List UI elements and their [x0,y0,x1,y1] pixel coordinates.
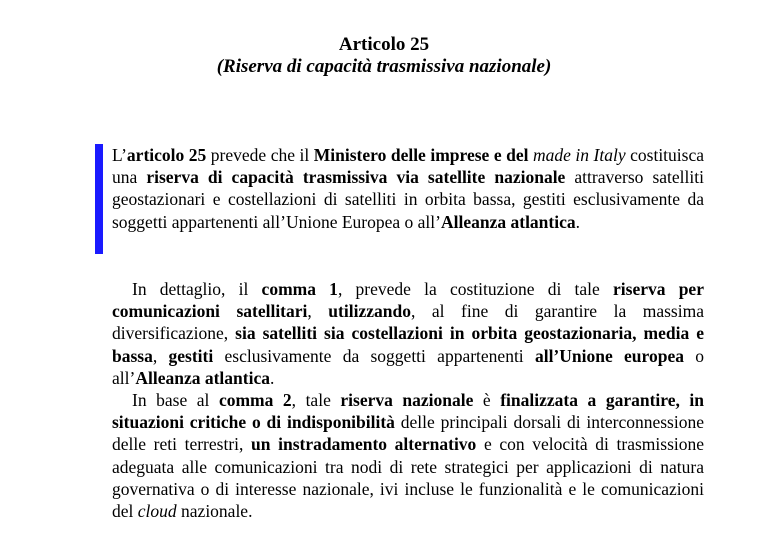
summary-text [112,144,704,233]
paragraph-1-text [112,278,704,389]
paragraph-1-run: all’Unione europea [534,345,684,366]
paragraph-2-run: è [473,390,501,410]
body-paragraph-comma-1 [112,278,704,389]
paragraph-1-run: esclusivamente da soggetti appartenenti [213,345,535,366]
summary-run: made in Italy [532,145,626,165]
paragraph-2-run: delle principali dorsali di interconnessione delle reti terrestri, [112,412,704,455]
summary-run: Ministero delle imprese e del [313,145,533,165]
body-paragraph-comma-2 [112,389,704,522]
paragraph-1-run: utilizzando [328,301,411,322]
paragraph-2-run: un instradamento alternativo [251,434,477,455]
summary-run: costituisca una [112,145,704,188]
paragraph-1-run: comma 1 [261,279,338,299]
paragraph-1-run: sia satelliti sia costellazioni in orbita geostazionaria, media e bassa [112,323,704,366]
summary-run: articolo 25 [126,145,207,165]
paragraph-2-run: comma 2 [218,390,292,410]
paragraph-1-run: . [269,367,275,388]
summary-run: . [575,211,580,232]
paragraph-2-run: finalizzata a garantire, in situazioni critiche o di indisponibilità [112,390,704,433]
summary-run: attraverso satelliti geostazionari e costellazioni di satelliti in orbita bassa, gestiti esclusivamente da soggetti appartenenti all’Unione Europea o all’ [112,167,704,232]
summary-accent-bar [95,144,103,254]
paragraph-2-run: e con velocità di trasmissione adeguata alle comunicazioni tra nodi di rete strategici per applicazioni di natura governativa o di interesse nazionale, ivi incluse le funzionalità e le comunicazioni del [112,434,705,522]
paragraph-2-run: In base al [132,390,219,410]
paragraph-2-text [112,389,704,522]
paragraph-1-run: , al fine di garantire la massima diversificazione, [112,301,704,344]
paragraph-1-run: gestiti [168,345,214,366]
summary-run: L’ [112,145,127,165]
summary-run: Alleanza atlantica [440,211,576,232]
summary-run: prevede che il [206,145,314,165]
article-title: Articolo 25 [338,34,430,55]
summary-paragraph [112,144,704,233]
paragraph-1-run: , [152,345,169,366]
paragraph-2-run: riserva nazionale [340,390,474,410]
paragraph-2-run: nazionale. [176,501,253,522]
article-heading [0,34,768,78]
paragraph-2-run: cloud [137,501,177,522]
paragraph-1-run: , prevede la costituzione di tale [337,279,614,299]
paragraph-1-run: o all’ [112,345,704,388]
paragraph-1-run: riserva per comunicazioni satellitari [112,279,704,322]
article-subtitle: (Riserva di capacità trasmissiva nazionale) [216,56,552,77]
paragraph-1-run: Alleanza atlantica [135,367,270,388]
paragraph-2-run: , tale [291,390,341,410]
summary-run: riserva di capacità trasmissiva via satellite nazionale [146,167,566,188]
paragraph-1-run: , [307,301,329,322]
paragraph-1-run: In dettaglio, il [132,279,262,299]
